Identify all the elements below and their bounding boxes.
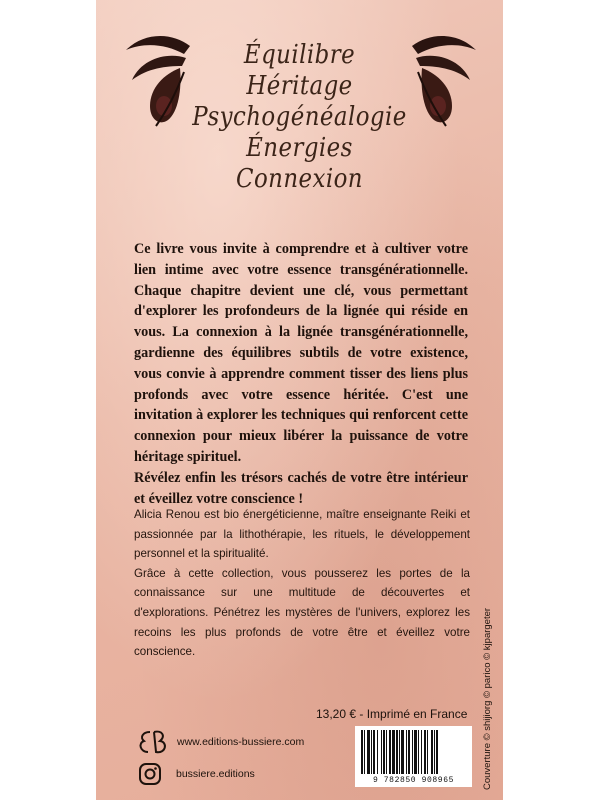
author-section <box>134 505 470 662</box>
author-bio: Alicia Renou est bio énergéticienne, maître enseignante Reiki et passionnée par la lithothérapie, les rituels, le développement personnel et la spiritualité. <box>134 508 470 561</box>
eb-logo-icon <box>136 728 172 756</box>
keyword-heritage: Héritage <box>246 71 353 101</box>
price-line: 13,20 € - Imprimé en France <box>316 707 468 721</box>
website-link[interactable]: www.editions-bussiere.com <box>177 736 305 748</box>
keyword-list <box>96 40 503 195</box>
barcode <box>355 726 472 787</box>
book-blurb <box>134 239 468 509</box>
keyword-psychogenealogie: Psychogénéalogie <box>192 102 407 132</box>
cover-credit: Couverture © shijiorg © parico © kjpargeter <box>482 607 493 790</box>
barcode-icon <box>360 730 467 774</box>
book-back-cover <box>96 0 503 800</box>
isbn-number: 9 782850 908965 <box>372 776 454 785</box>
instagram-icon <box>138 762 162 786</box>
keyword-equilibre: Équilibre <box>243 40 356 70</box>
keyword-connexion: Connexion <box>236 164 363 194</box>
blurb-closing: Révélez enfin les trésors cachés de votre être intérieur et éveillez votre conscience ! <box>134 469 468 507</box>
keyword-energies: Énergies <box>246 133 353 163</box>
blurb-paragraph: Ce livre vous invite à comprendre et à cultiver votre lien intime avec votre essence transgénérationnelle. Chaque chapitre devient une clé, vous permettant d'explorer les profondeurs de la lignée qui réside en vous. La connexion à la lignée transgénérationnelle, gardienne des équilibres subtils de votre existence, vous convie à apprendre comment tisser des liens plus profonds avec votre essence héritée. C'est une invitation à explorer les techniques qui renforcent cette connexion pour mieux libérer la puissance de votre héritage spirituel. <box>134 241 468 465</box>
collection-text: Grâce à cette collection, vous pousserez les portes de la connaissance sur une multitude de découvertes et d'explorations. Pénétrez les mystères de l'univers, explorez les recoins les plus profonds de votre être et éveillez votre conscience. <box>134 566 470 659</box>
instagram-handle[interactable]: bussiere.editions <box>176 768 255 780</box>
